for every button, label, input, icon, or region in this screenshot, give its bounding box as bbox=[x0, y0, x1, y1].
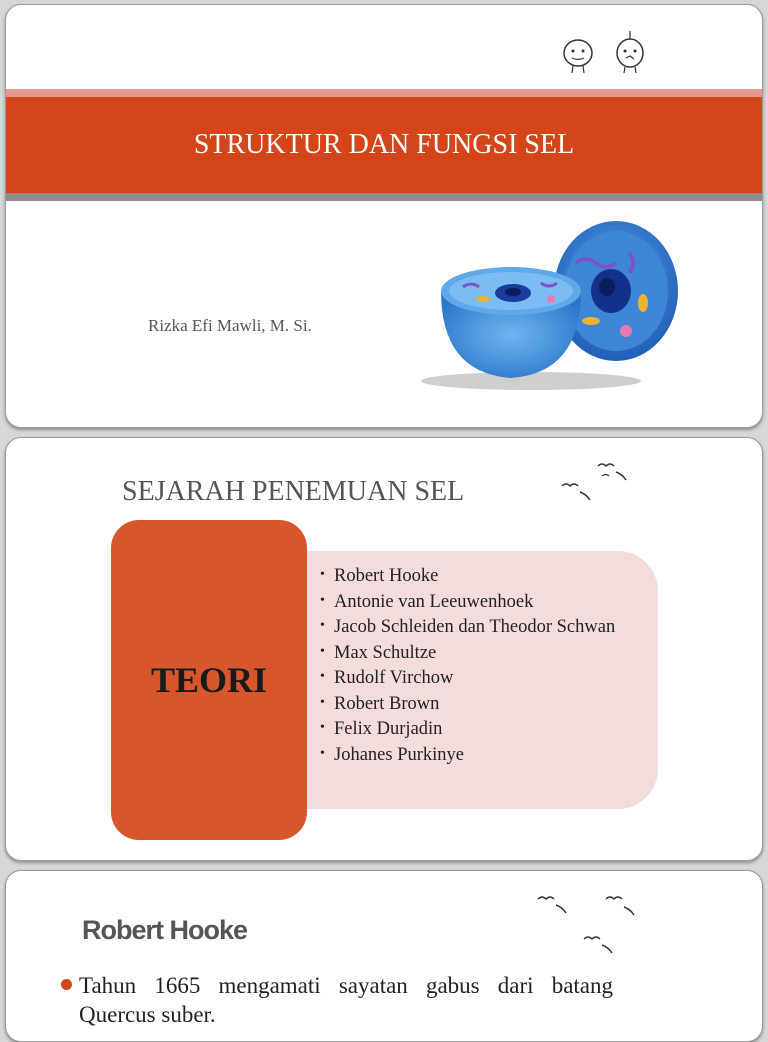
doodle-faces-icon bbox=[558, 27, 658, 77]
title-band bbox=[6, 89, 762, 201]
slide-robert-hooke bbox=[5, 870, 763, 1042]
birds-doodle-icon bbox=[532, 891, 652, 961]
list-item: • Antonie van Leeuwenhoek bbox=[320, 591, 648, 613]
page-title: STRUKTUR DAN FUNGSI SEL bbox=[193, 129, 575, 160]
author-name: Rizka Efi Mawli, M. Si. bbox=[148, 316, 312, 335]
list-item: • Jacob Schleiden dan Theodor Schwan bbox=[320, 616, 648, 638]
paragraph-text: Tahun 1665 mengamati sayatan gabus dari batang Quercus suber. bbox=[79, 973, 613, 1027]
slide-history bbox=[5, 437, 763, 861]
slide-heading: Robert Hooke bbox=[82, 915, 248, 945]
list-item: • Rudolf Virchow bbox=[320, 667, 648, 689]
animal-cell-illustration-icon bbox=[411, 213, 691, 393]
slide-title bbox=[5, 4, 763, 428]
bullet-paragraph bbox=[61, 971, 613, 1029]
bullet-dot-icon bbox=[61, 979, 72, 990]
teori-box bbox=[111, 520, 307, 840]
discoverers-list bbox=[302, 551, 658, 766]
list-item: • Johanes Purkinye bbox=[320, 744, 648, 766]
birds-doodle-icon bbox=[556, 450, 646, 510]
teori-label: TEORI bbox=[150, 660, 268, 700]
discoverers-list-box bbox=[302, 551, 658, 809]
list-item: • Max Schultze bbox=[320, 642, 648, 664]
list-item: • Felix Durjadin bbox=[320, 718, 648, 740]
list-item: • Robert Hooke bbox=[320, 565, 648, 587]
list-item: • Robert Brown bbox=[320, 693, 648, 715]
section-title: SEJARAH PENEMUAN SEL bbox=[122, 476, 465, 507]
